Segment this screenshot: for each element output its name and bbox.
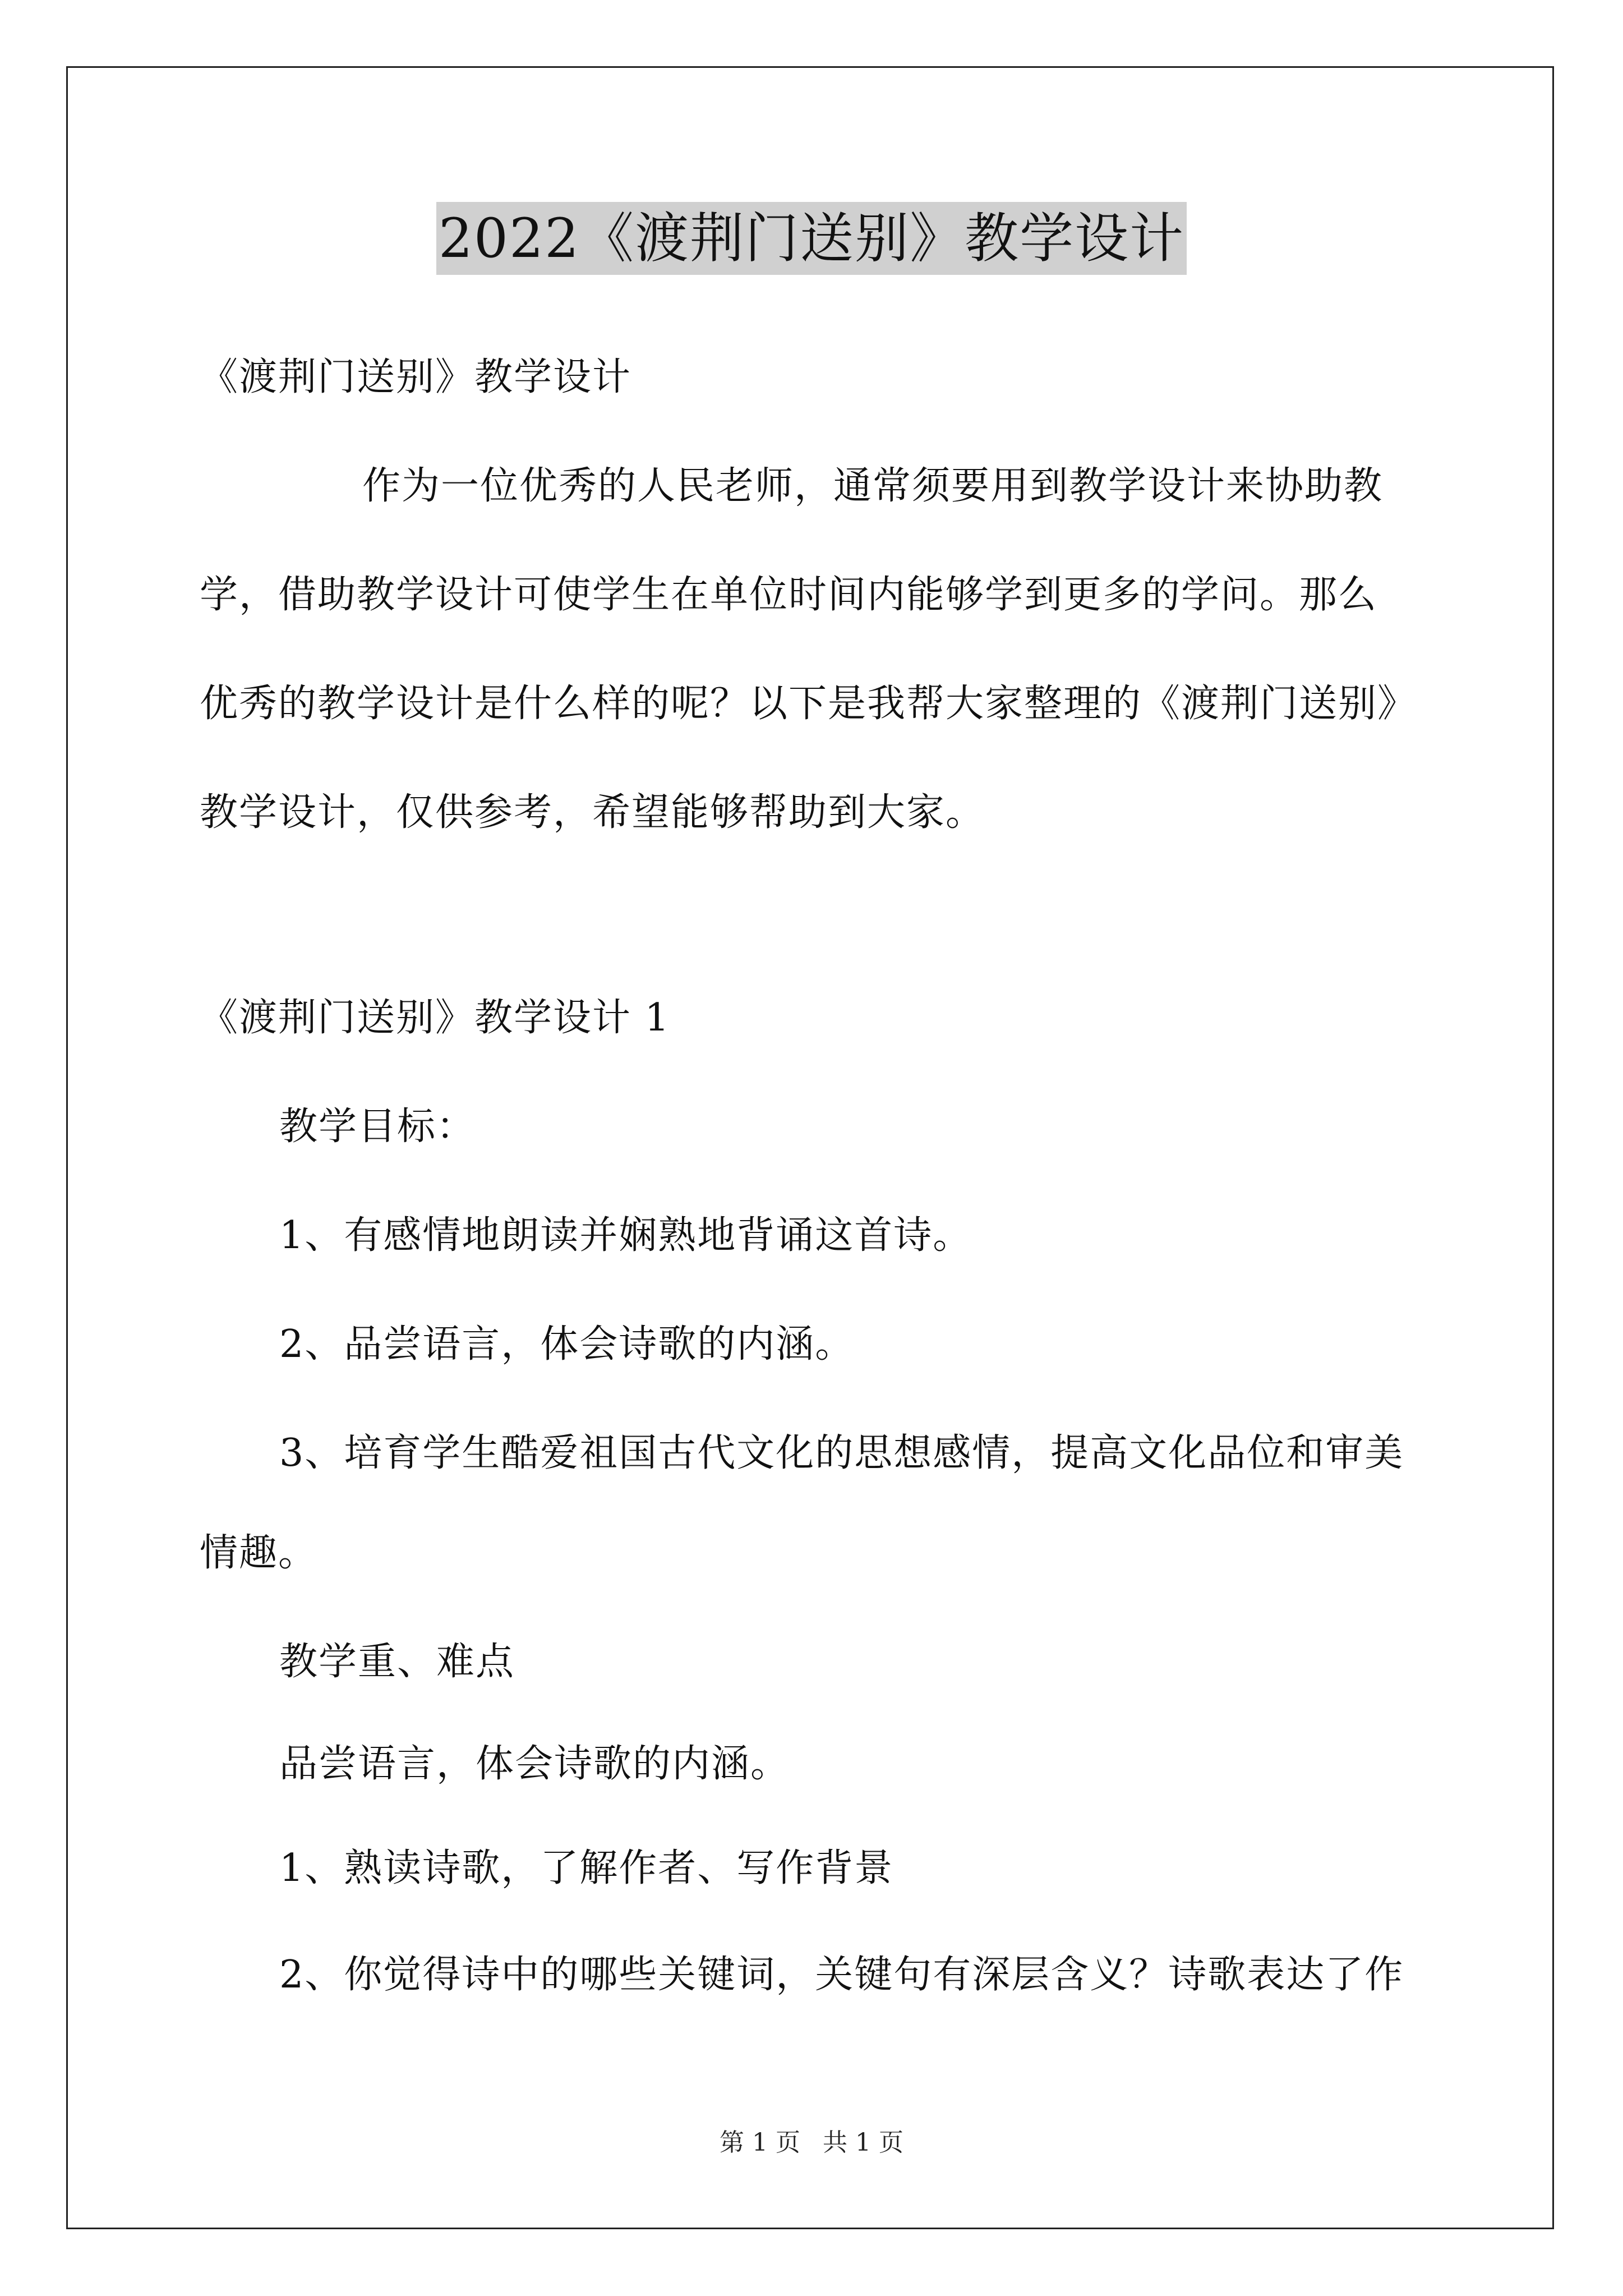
key-points-text: 品尝语言，体会诗歌的内涵。 <box>279 1742 790 1786</box>
intro-line-4: 教学设计，仅供参考，希望能够帮助到大家。 <box>200 790 985 835</box>
goal-2: 2、品尝语言，体会诗歌的内涵。 <box>279 1322 855 1366</box>
title-container <box>0 202 1623 275</box>
document-subtitle: 《渡荆门送别》教学设计 <box>200 355 632 399</box>
page-total: 共 1 页 <box>823 2128 903 2157</box>
page-footer <box>0 2126 1623 2160</box>
step-2: 2、你觉得诗中的哪些关键词，关键句有深层含义？诗歌表达了作 <box>279 1953 1404 1997</box>
page-number: 第 1 页 <box>720 2128 800 2157</box>
intro-line-2: 学，借助教学设计可使学生在单位时间内能够学到更多的学问。那么 <box>200 573 1378 617</box>
step-1: 1、熟读诗歌，了解作者、写作背景 <box>279 1846 894 1890</box>
goal-3-line-1: 3、培育学生酷爱祖国古代文化的思想感情，提高文化品位和审美 <box>279 1431 1404 1475</box>
key-points-heading: 教学重、难点 <box>279 1640 515 1684</box>
goals-heading: 教学目标： <box>279 1105 476 1149</box>
goal-3-line-2: 情趣。 <box>200 1531 318 1575</box>
intro-line-3: 优秀的教学设计是什么样的呢？以下是我帮大家整理的《渡荆门送别》 <box>200 682 1417 726</box>
document-title: 2022《渡荆门送别》教学设计 <box>436 202 1187 275</box>
intro-line-1: 作为一位优秀的人民老师，通常须要用到教学设计来协助教 <box>362 464 1384 508</box>
goal-1: 1、有感情地朗读并娴熟地背诵这首诗。 <box>279 1213 972 1258</box>
section-title: 《渡荆门送别》教学设计 1 <box>200 996 670 1040</box>
